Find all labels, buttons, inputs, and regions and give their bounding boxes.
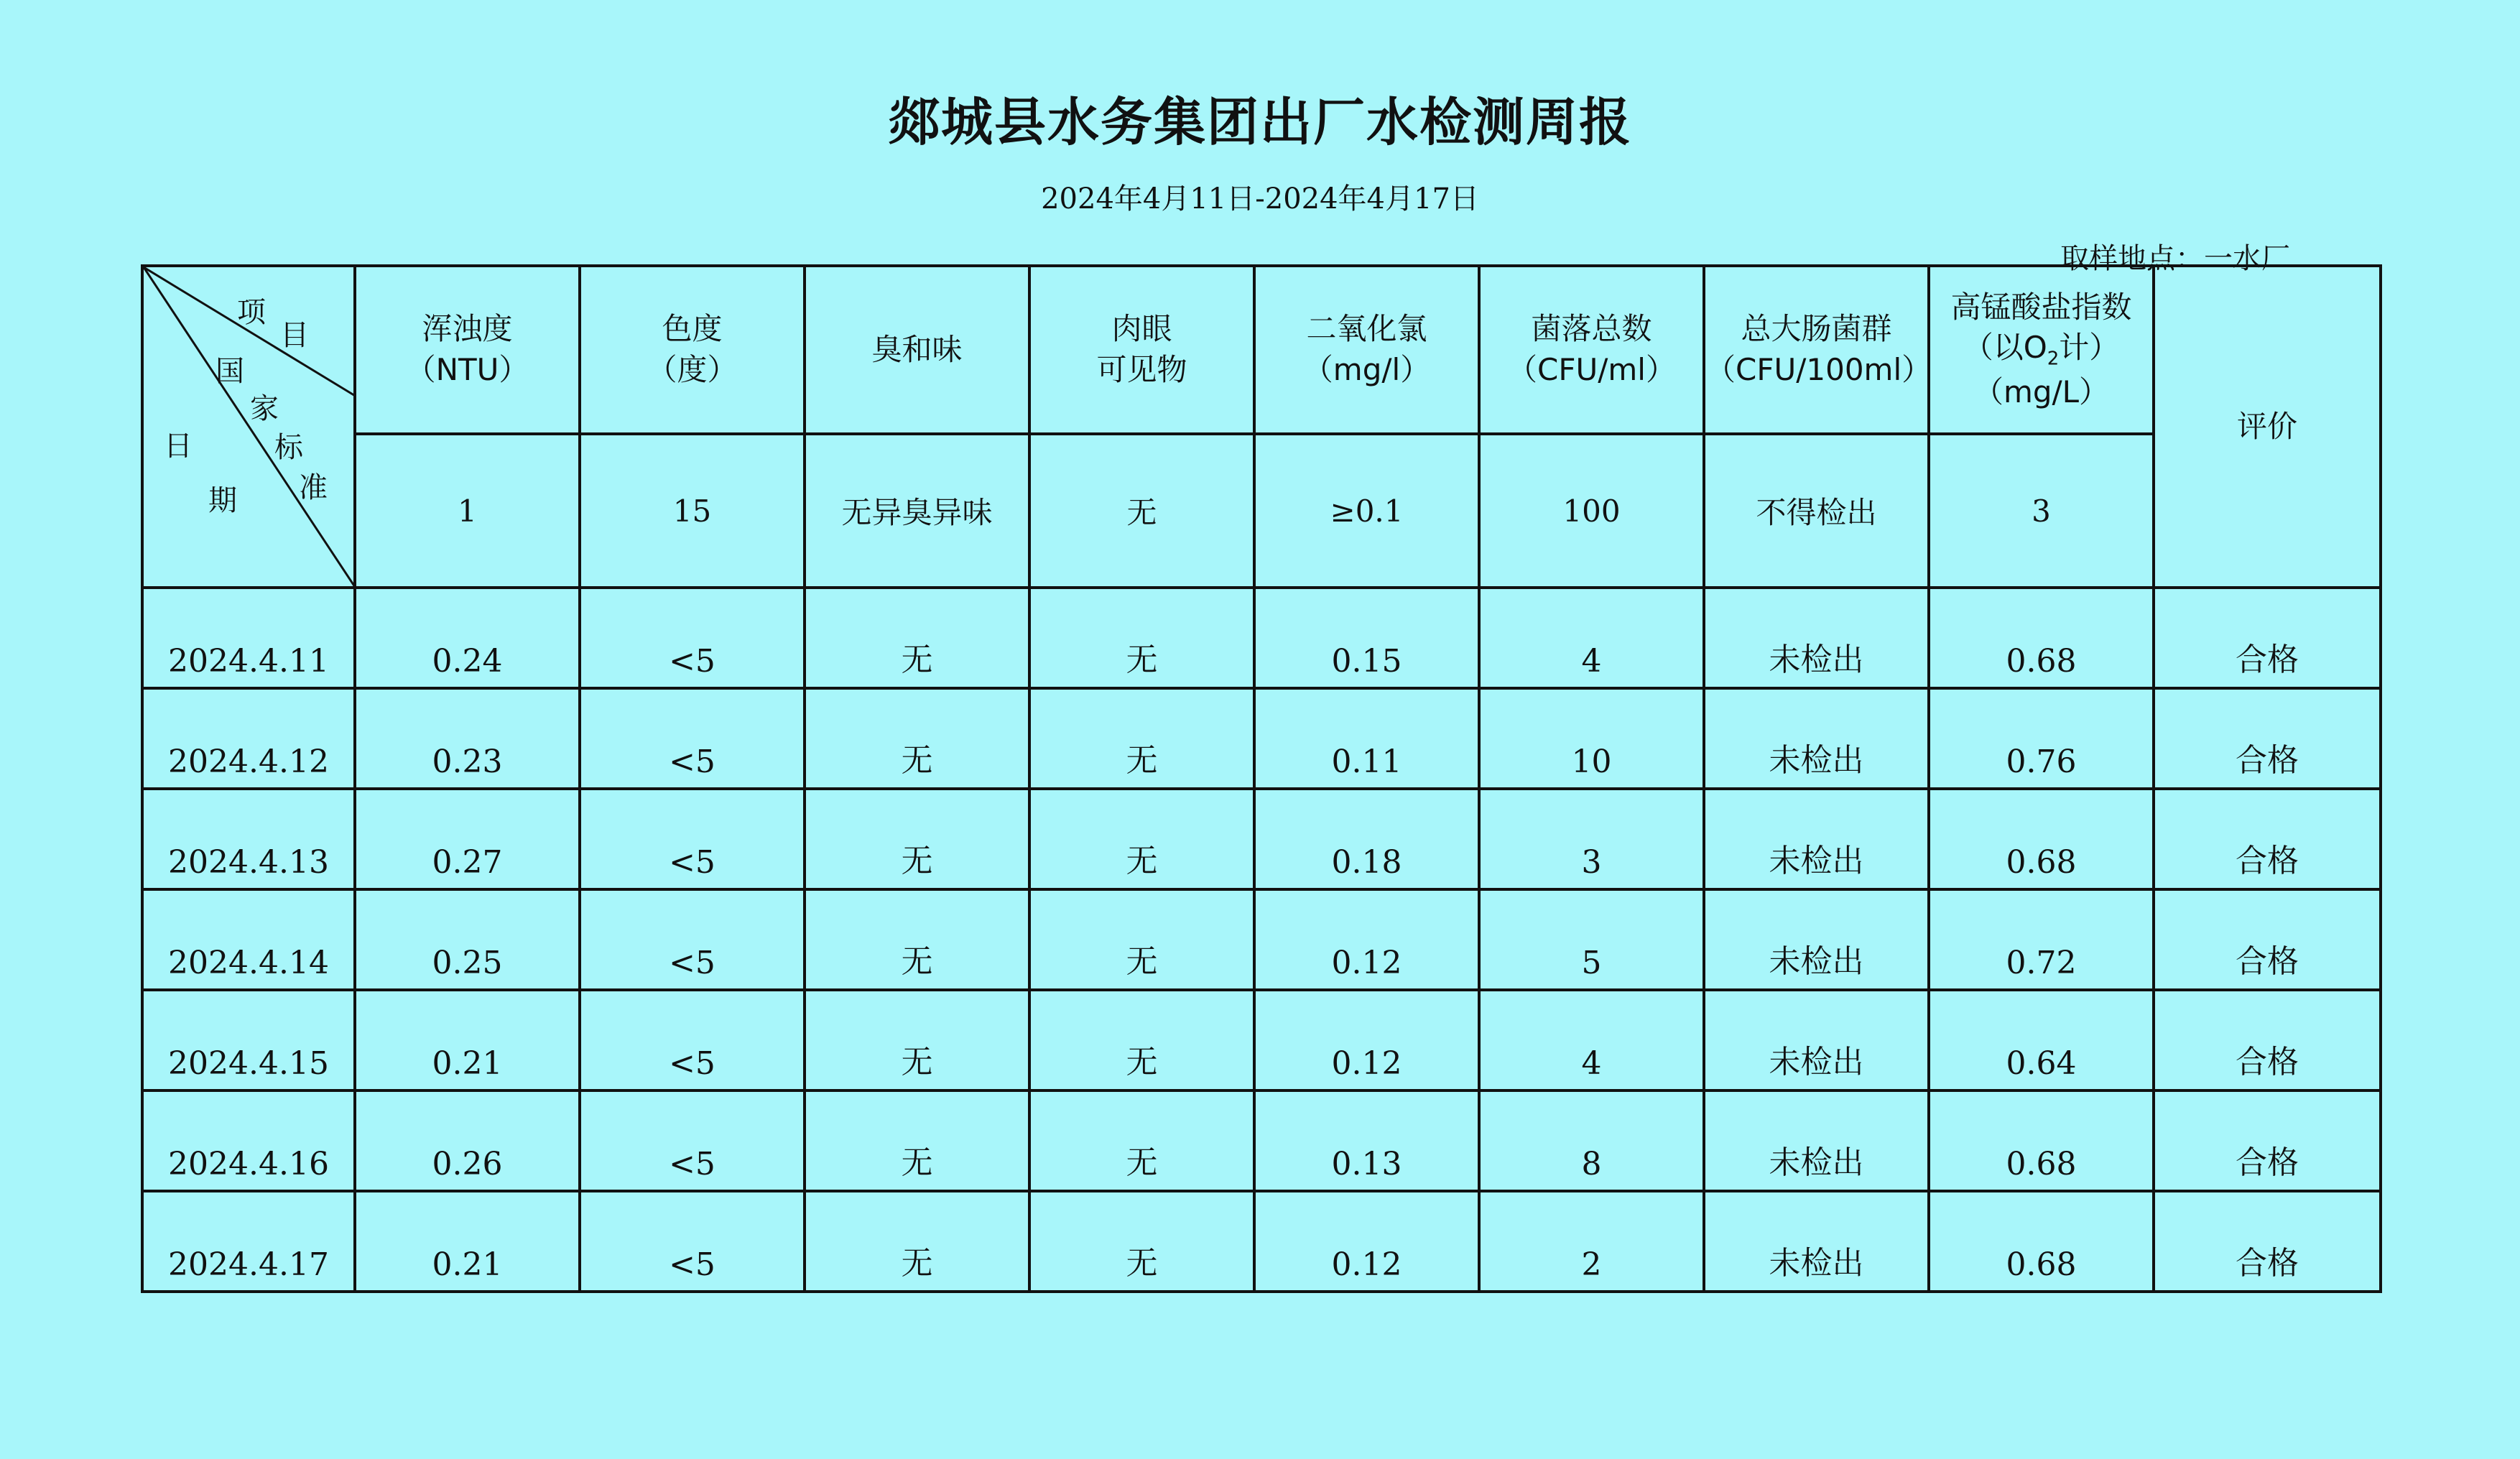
col-header-color: 色度 （度） [580, 266, 805, 434]
table-row [142, 688, 2381, 789]
cell-turbidity: 0.26 [355, 1090, 580, 1191]
std-clo2: ≥0.1 [1254, 434, 1479, 588]
cell-odor: 无 [805, 1090, 1029, 1191]
cell-odor: 无 [805, 789, 1029, 889]
cell-cod: 0.68 [1929, 789, 2154, 889]
cell-result: 合格 [2154, 889, 2381, 990]
corner-date-2: 期 [208, 484, 237, 517]
cell-color: <5 [580, 1191, 805, 1292]
cell-odor: 无 [805, 1191, 1029, 1292]
std-visible: 无 [1029, 434, 1254, 588]
cell-turbidity: 0.25 [355, 889, 580, 990]
cell-turbidity: 0.23 [355, 688, 580, 789]
cell-clo2: 0.12 [1254, 990, 1479, 1090]
cell-date: 2024.4.17 [142, 1191, 355, 1292]
corner-std-1: 国 [216, 355, 244, 388]
cell-clo2: 0.12 [1254, 1191, 1479, 1292]
col-header-coliform: 总大肠菌群 （CFU/100ml） [1704, 266, 1929, 434]
col-header-visible: 肉眼 可见物 [1029, 266, 1254, 434]
cell-cod: 0.72 [1929, 889, 2154, 990]
report-title: 郯城县水务集团出厂水检测周报 [887, 92, 1632, 152]
cell-coliform: 未检出 [1704, 1191, 1929, 1292]
table-row [142, 588, 2381, 688]
sampling-location: 取样地点：一水厂 [2060, 242, 2290, 275]
std-colonies: 100 [1479, 434, 1704, 588]
cell-color: <5 [580, 1090, 805, 1191]
std-odor: 无异臭异味 [805, 434, 1029, 588]
col-header-evaluation: 评价 [2154, 266, 2381, 588]
cell-color: <5 [580, 990, 805, 1090]
corner-std-4: 准 [299, 471, 328, 504]
col-header-clo2: 二氧化氯 （mg/l） [1254, 266, 1479, 434]
cell-coliform: 未检出 [1704, 1090, 1929, 1191]
cell-coliform: 未检出 [1704, 789, 1929, 889]
cell-cod: 0.68 [1929, 588, 2154, 688]
cell-result: 合格 [2154, 588, 2381, 688]
cell-colonies: 4 [1479, 990, 1704, 1090]
cell-visible: 无 [1029, 889, 1254, 990]
cell-date: 2024.4.12 [142, 688, 355, 789]
cell-visible: 无 [1029, 1191, 1254, 1292]
table-row [142, 990, 2381, 1090]
cell-date: 2024.4.16 [142, 1090, 355, 1191]
col-header-odor: 臭和味 [805, 266, 1029, 434]
std-color: 15 [580, 434, 805, 588]
col-header-cod: 高锰酸盐指数 （以$O_2$计） （mg/L） [1929, 266, 2154, 434]
cell-coliform: 未检出 [1704, 889, 1929, 990]
cell-visible: 无 [1029, 1090, 1254, 1191]
corner-header-cell [142, 266, 355, 588]
cell-color: <5 [580, 588, 805, 688]
cell-clo2: 0.12 [1254, 889, 1479, 990]
cell-visible: 无 [1029, 588, 1254, 688]
cell-turbidity: 0.24 [355, 588, 580, 688]
corner-item-1: 项 [237, 296, 266, 329]
cell-coliform: 未检出 [1704, 588, 1929, 688]
cell-cod: 0.68 [1929, 1090, 2154, 1191]
cell-color: <5 [580, 789, 805, 889]
cell-cod: 0.68 [1929, 1191, 2154, 1292]
cell-turbidity: 0.21 [355, 990, 580, 1090]
header-row [142, 266, 2381, 434]
cell-date: 2024.4.15 [142, 990, 355, 1090]
cell-result: 合格 [2154, 688, 2381, 789]
cell-odor: 无 [805, 889, 1029, 990]
std-turbidity: 1 [355, 434, 580, 588]
report-period: 2024年4月11日-2024年4月17日 [1041, 182, 1479, 216]
table-row [142, 889, 2381, 990]
col-header-colonies: 菌落总数 （CFU/ml） [1479, 266, 1704, 434]
corner-date-1: 日 [164, 430, 193, 463]
cell-result: 合格 [2154, 789, 2381, 889]
cell-colonies: 3 [1479, 789, 1704, 889]
cell-colonies: 5 [1479, 889, 1704, 990]
table-row [142, 789, 2381, 889]
cell-colonies: 2 [1479, 1191, 1704, 1292]
cell-cod: 0.64 [1929, 990, 2154, 1090]
cell-odor: 无 [805, 990, 1029, 1090]
cell-colonies: 8 [1479, 1090, 1704, 1191]
cell-visible: 无 [1029, 789, 1254, 889]
table-row [142, 1191, 2381, 1292]
cell-visible: 无 [1029, 990, 1254, 1090]
water-quality-table [141, 264, 2382, 1293]
corner-std-2: 家 [250, 392, 279, 425]
cell-date: 2024.4.11 [142, 588, 355, 688]
cell-colonies: 4 [1479, 588, 1704, 688]
cell-colonies: 10 [1479, 688, 1704, 789]
table-row [142, 1090, 2381, 1191]
cell-color: <5 [580, 688, 805, 789]
std-coliform: 不得检出 [1704, 434, 1929, 588]
std-cod: 3 [1929, 434, 2154, 588]
cell-coliform: 未检出 [1704, 990, 1929, 1090]
cell-odor: 无 [805, 688, 1029, 789]
cell-clo2: 0.18 [1254, 789, 1479, 889]
cell-clo2: 0.13 [1254, 1090, 1479, 1191]
cell-date: 2024.4.14 [142, 889, 355, 990]
cell-turbidity: 0.21 [355, 1191, 580, 1292]
cell-color: <5 [580, 889, 805, 990]
cell-date: 2024.4.13 [142, 789, 355, 889]
cell-turbidity: 0.27 [355, 789, 580, 889]
cell-clo2: 0.15 [1254, 588, 1479, 688]
corner-item-2: 目 [280, 319, 309, 352]
cell-result: 合格 [2154, 1191, 2381, 1292]
cell-clo2: 0.11 [1254, 688, 1479, 789]
cell-result: 合格 [2154, 990, 2381, 1090]
cell-coliform: 未检出 [1704, 688, 1929, 789]
cell-odor: 无 [805, 588, 1029, 688]
standard-row [142, 434, 2381, 588]
cell-result: 合格 [2154, 1090, 2381, 1191]
cell-visible: 无 [1029, 688, 1254, 789]
corner-std-3: 标 [274, 431, 303, 464]
col-header-turbidity: 浑浊度 （NTU） [355, 266, 580, 434]
cell-cod: 0.76 [1929, 688, 2154, 789]
